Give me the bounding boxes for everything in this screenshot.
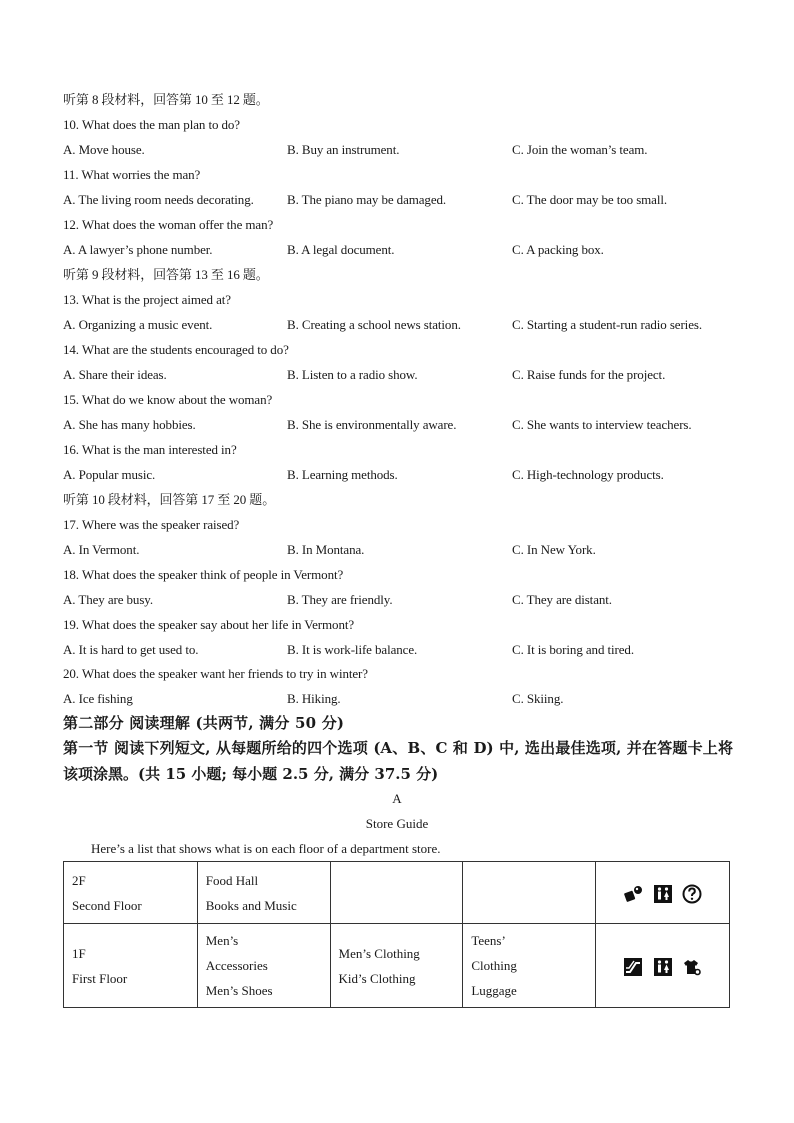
option-b: B. The piano may be damaged. bbox=[287, 192, 447, 207]
option-a: A. A lawyer’s phone number. bbox=[63, 242, 213, 257]
option-c: C. It is boring and tired. bbox=[512, 642, 634, 657]
option-b: B. It is work-life balance. bbox=[287, 642, 418, 657]
restroom-icon bbox=[653, 884, 673, 904]
information-icon bbox=[682, 884, 702, 904]
floor-code: 1F bbox=[72, 945, 86, 961]
option-a: A. They are busy. bbox=[63, 592, 153, 607]
option-b: B. A legal document. bbox=[287, 242, 395, 257]
passage-intro: Here’s a list that shows what is on each floor of a department store. bbox=[91, 841, 441, 856]
department-cell bbox=[197, 924, 330, 1008]
dry-cleaning-icon bbox=[682, 957, 702, 977]
table-row bbox=[64, 862, 730, 924]
option-b: B. In Montana. bbox=[287, 542, 365, 557]
option-b: B. Buy an instrument. bbox=[287, 142, 400, 157]
option-a: A. She has many hobbies. bbox=[63, 417, 196, 432]
question-text: 18. What does the speaker think of people in Vermont? bbox=[63, 567, 344, 582]
department-item: Kid’s Clothing bbox=[338, 970, 416, 986]
department-item: Teens’ bbox=[471, 933, 506, 948]
question-text: 10. What does the man plan to do? bbox=[63, 117, 240, 132]
question-text: 12. What does the woman offer the man? bbox=[63, 217, 274, 232]
option-c: C. A packing box. bbox=[512, 242, 604, 257]
option-a: A. Popular music. bbox=[63, 467, 156, 482]
floor-cell bbox=[64, 924, 198, 1008]
department-item: Clothing bbox=[471, 958, 517, 973]
floor-code: 2F bbox=[72, 872, 86, 888]
department-item: Accessories bbox=[205, 958, 268, 973]
option-b: B. Hiking. bbox=[287, 691, 341, 706]
option-a: A. Move house. bbox=[63, 142, 145, 157]
question-text: 20. What does the speaker want her friends to try in winter? bbox=[63, 666, 368, 681]
option-b: B. Creating a school news station. bbox=[287, 317, 461, 332]
option-c: C. The door may be too small. bbox=[512, 192, 668, 207]
question-text: 16. What is the man interested in? bbox=[63, 442, 237, 457]
department-cell bbox=[463, 924, 596, 1008]
floor-cell bbox=[64, 862, 198, 924]
question-text: 11. What worries the man? bbox=[63, 167, 201, 182]
passage-title: Store Guide bbox=[365, 816, 429, 831]
part-instruction: 第一节 阅读下列短文, 从每题所给的四个选项 (A、B、C 和 D) 中, 选出最佳选项, 并在答题卡上将该项涂黑。(共 15 小题; 每小题 2.5 分, 满分 37.5 分) bbox=[63, 739, 733, 783]
question-text: 14. What are the students encouraged to do? bbox=[63, 342, 289, 357]
option-a: A. It is hard to get used to. bbox=[63, 642, 199, 657]
department-cell bbox=[330, 862, 463, 924]
department-item: Food Hall bbox=[205, 872, 259, 888]
department-item: Men’s Shoes bbox=[205, 983, 273, 998]
option-b: B. They are friendly. bbox=[287, 592, 393, 607]
part-title: 第二部分 阅读理解 (共两节, 满分 50 分) bbox=[63, 714, 345, 732]
facility-icons-cell bbox=[596, 924, 730, 1008]
department-item: Luggage bbox=[471, 983, 517, 998]
escalator-icon bbox=[623, 957, 643, 977]
question-text: 17. Where was the speaker raised? bbox=[63, 517, 240, 532]
department-item: Men’s Clothing bbox=[338, 945, 420, 961]
option-a: A. Organizing a music event. bbox=[63, 317, 213, 332]
option-a: A. In Vermont. bbox=[63, 542, 140, 557]
department-cell bbox=[197, 862, 330, 924]
section-header: 听第 10 段材料，回答第 17 至 20 题。 bbox=[63, 492, 276, 507]
restroom-icon bbox=[653, 957, 673, 977]
department-item: Men’s bbox=[205, 933, 239, 948]
option-a: A. Ice fishing bbox=[63, 691, 133, 706]
department-item: Books and Music bbox=[205, 897, 297, 913]
section-header: 听第 8 段材料，回答第 10 至 12 题。 bbox=[63, 92, 269, 107]
option-a: A. The living room needs decorating. bbox=[63, 192, 254, 207]
facility-icons-cell bbox=[596, 862, 730, 924]
option-c: C. Raise funds for the project. bbox=[512, 367, 666, 382]
option-c: C. High-technology products. bbox=[512, 467, 664, 482]
passage-letter: A bbox=[392, 791, 402, 806]
store-guide-table bbox=[63, 861, 730, 1008]
option-c: C. In New York. bbox=[512, 542, 596, 557]
department-cell bbox=[330, 924, 463, 1008]
option-c: C. They are distant. bbox=[512, 592, 612, 607]
table-row bbox=[64, 924, 730, 1008]
floor-name: Second Floor bbox=[72, 897, 142, 913]
option-b: B. She is environmentally aware. bbox=[287, 417, 457, 432]
option-b: B. Learning methods. bbox=[287, 467, 398, 482]
question-text: 15. What do we know about the woman? bbox=[63, 392, 273, 407]
section-header: 听第 9 段材料，回答第 13 至 16 题。 bbox=[63, 267, 269, 282]
cafe-icon bbox=[623, 884, 643, 904]
option-a: A. Share their ideas. bbox=[63, 367, 167, 382]
floor-name: First Floor bbox=[72, 970, 128, 986]
option-c: C. She wants to interview teachers. bbox=[512, 417, 692, 432]
option-c: C. Skiing. bbox=[512, 691, 564, 706]
option-b: B. Listen to a radio show. bbox=[287, 367, 418, 382]
option-c: C. Starting a student-run radio series. bbox=[512, 317, 702, 332]
option-c: C. Join the woman’s team. bbox=[512, 142, 648, 157]
department-cell bbox=[463, 862, 596, 924]
question-text: 19. What does the speaker say about her life in Vermont? bbox=[63, 617, 355, 632]
question-text: 13. What is the project aimed at? bbox=[63, 292, 231, 307]
